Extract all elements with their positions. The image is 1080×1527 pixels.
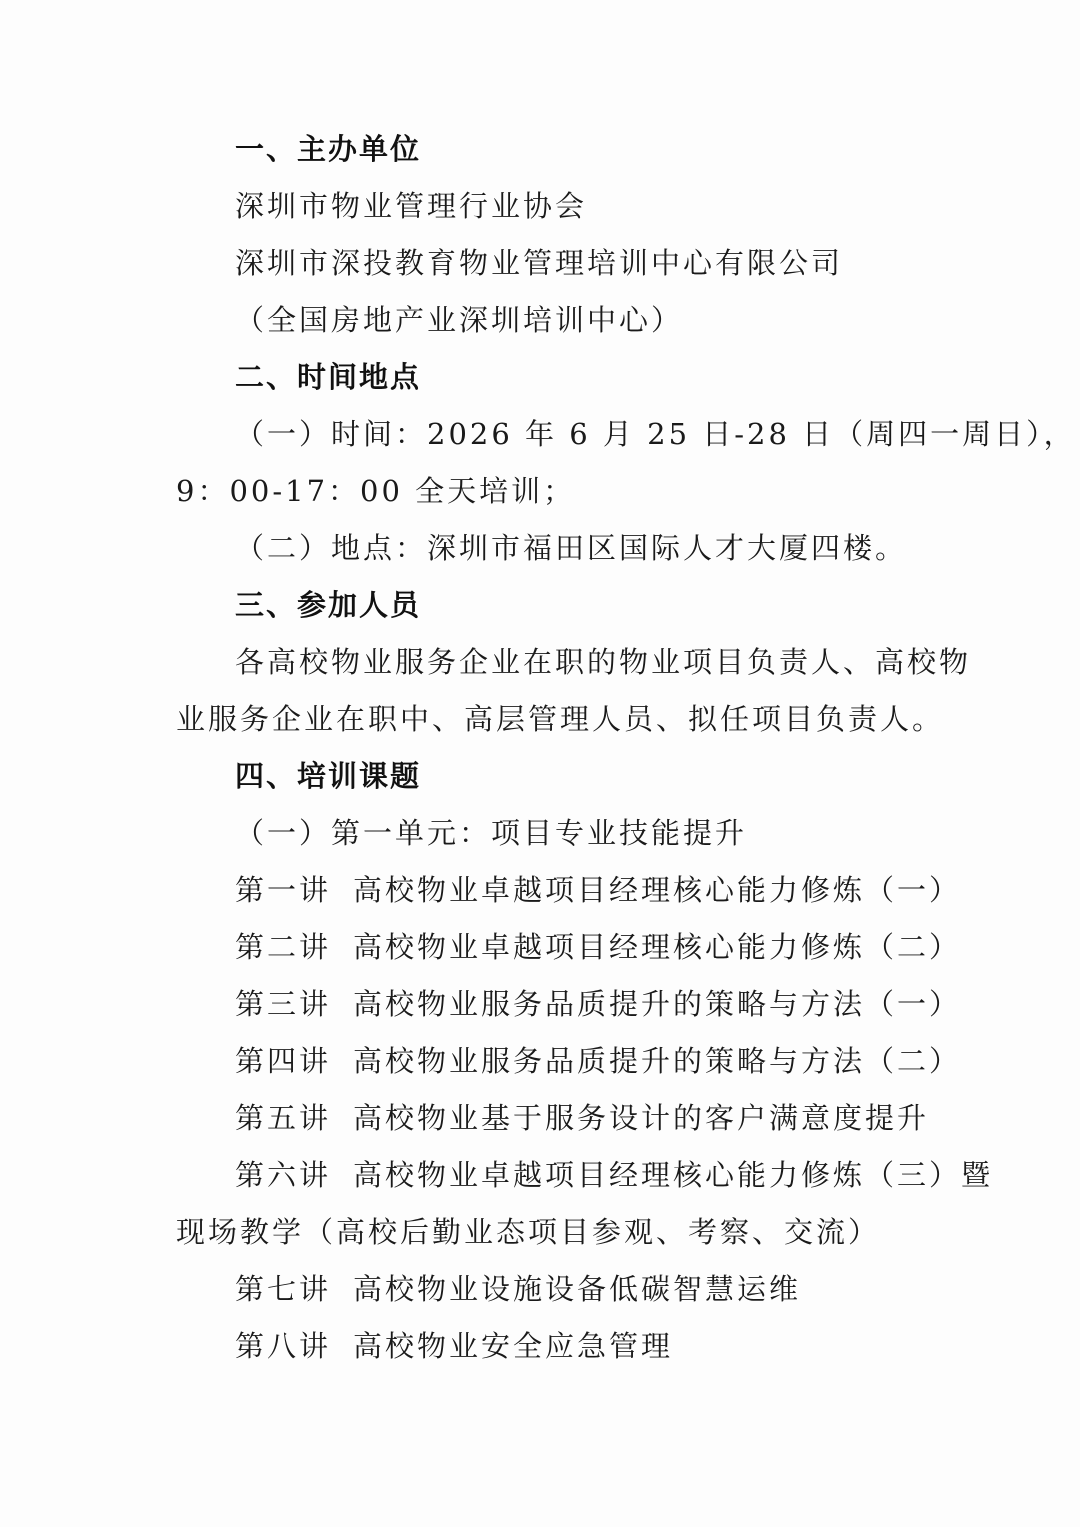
lecture-number: 第五讲 (235, 1101, 332, 1135)
organizer-line: （全国房地产业深圳培训中心） (235, 303, 684, 337)
section-heading-participants: 三、参加人员 (235, 588, 422, 622)
lecture-number: 第二讲 (235, 930, 332, 964)
lecture-item (235, 1100, 929, 1136)
time-line: （一）时间：2026 年 6 月 25 日-28 日（周四一周日）， (235, 417, 1076, 451)
lecture-title: 高校物业安全应急管理 (353, 1329, 674, 1363)
lecture-title: 高校物业服务品质提升的策略与方法（一） (353, 987, 962, 1021)
section-heading-topics: 四、培训课题 (235, 759, 422, 793)
lecture-item (235, 1157, 993, 1193)
lecture-title: 高校物业卓越项目经理核心能力修炼（三）暨 (353, 1158, 994, 1192)
lecture-title: 高校物业卓越项目经理核心能力修炼（二） (353, 930, 962, 964)
lecture-item (235, 1271, 801, 1307)
lecture-title: 高校物业卓越项目经理核心能力修炼（一） (353, 873, 962, 907)
section-heading-time-place: 二、时间地点 (235, 360, 422, 394)
lecture-item (235, 929, 961, 965)
lecture-item (235, 872, 961, 908)
place-line: （二）地点：深圳市福田区国际人才大厦四楼。 (235, 531, 908, 565)
section-heading-organizer: 一、主办单位 (235, 132, 422, 166)
lecture-title-continued: 现场教学（高校后勤业态项目参观、考察、交流） (176, 1215, 881, 1249)
lecture-item (235, 986, 961, 1022)
lecture-number: 第四讲 (235, 1044, 332, 1078)
lecture-number: 第七讲 (235, 1272, 332, 1306)
lecture-number: 第八讲 (235, 1329, 332, 1363)
lecture-number: 第三讲 (235, 987, 332, 1021)
lecture-title: 高校物业设施设备低碳智慧运维 (353, 1272, 802, 1306)
unit-title: （一）第一单元：项目专业技能提升 (235, 816, 748, 850)
organizer-line: 深圳市物业管理行业协会 (235, 189, 588, 223)
lecture-number: 第六讲 (235, 1158, 332, 1192)
lecture-title: 高校物业基于服务设计的客户满意度提升 (353, 1101, 930, 1135)
lecture-item (235, 1043, 961, 1079)
organizer-line: 深圳市深投教育物业管理培训中心有限公司 (235, 246, 844, 280)
lecture-item (235, 1328, 673, 1364)
lecture-title: 高校物业服务品质提升的策略与方法（二） (353, 1044, 962, 1078)
participants-line-continued: 业服务企业在职中、高层管理人员、拟任项目负责人。 (176, 702, 945, 736)
participants-line: 各高校物业服务企业在职的物业项目负责人、高校物 (235, 645, 972, 679)
lecture-number: 第一讲 (235, 873, 332, 907)
time-line-continued: 9：00-17：00 全天培训； (176, 474, 576, 508)
